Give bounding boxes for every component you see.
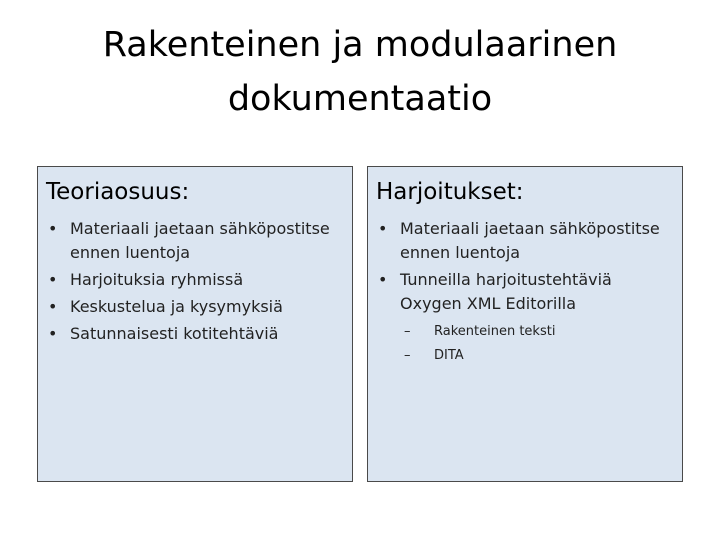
list-item [46,322,344,346]
bullet-icon: • [48,270,58,289]
theory-panel [37,166,353,482]
dash-icon: – [404,324,411,339]
sub-list-item [400,320,674,344]
list-item-text: Materiaali jaetaan sähköpostitse ennen luentoja [400,219,660,262]
sub-list-item [400,344,674,368]
list-item [376,268,674,368]
list-item-text: Satunnaisesti kotitehtäviä [70,324,279,343]
exercises-heading: Harjoitukset: [376,179,524,205]
list-item-text: Harjoituksia ryhmissä [70,270,244,289]
list-item-text: Tunneilla harjoitustehtäviä Oxygen XML Editorilla [400,270,612,313]
bullet-icon: • [378,219,388,238]
list-item [376,217,674,265]
bullet-icon: • [48,324,58,343]
list-item [46,217,344,265]
list-item-text: Keskustelua ja kysymyksiä [70,297,283,316]
bullet-icon: • [378,270,388,289]
theory-heading: Teoriaosuus: [46,179,190,205]
exercises-bullet-list [376,217,674,368]
slide-title-line-1: Rakenteinen ja modulaarinen [102,25,618,65]
bullet-icon: • [48,219,58,238]
list-item [46,295,344,319]
list-item-text: Materiaali jaetaan sähköpostitse ennen luentoja [70,219,330,262]
exercises-panel [367,166,683,482]
bullet-icon: • [48,297,58,316]
sub-list-item-text: DITA [434,348,464,363]
exercises-sub-list [400,320,674,368]
sub-list-item-text: Rakenteinen teksti [434,324,556,339]
list-item [46,268,344,292]
slide-title [60,18,660,126]
theory-bullet-list [46,217,344,346]
slide-title-line-2: dokumentaatio [227,79,493,119]
dash-icon: – [404,348,411,363]
